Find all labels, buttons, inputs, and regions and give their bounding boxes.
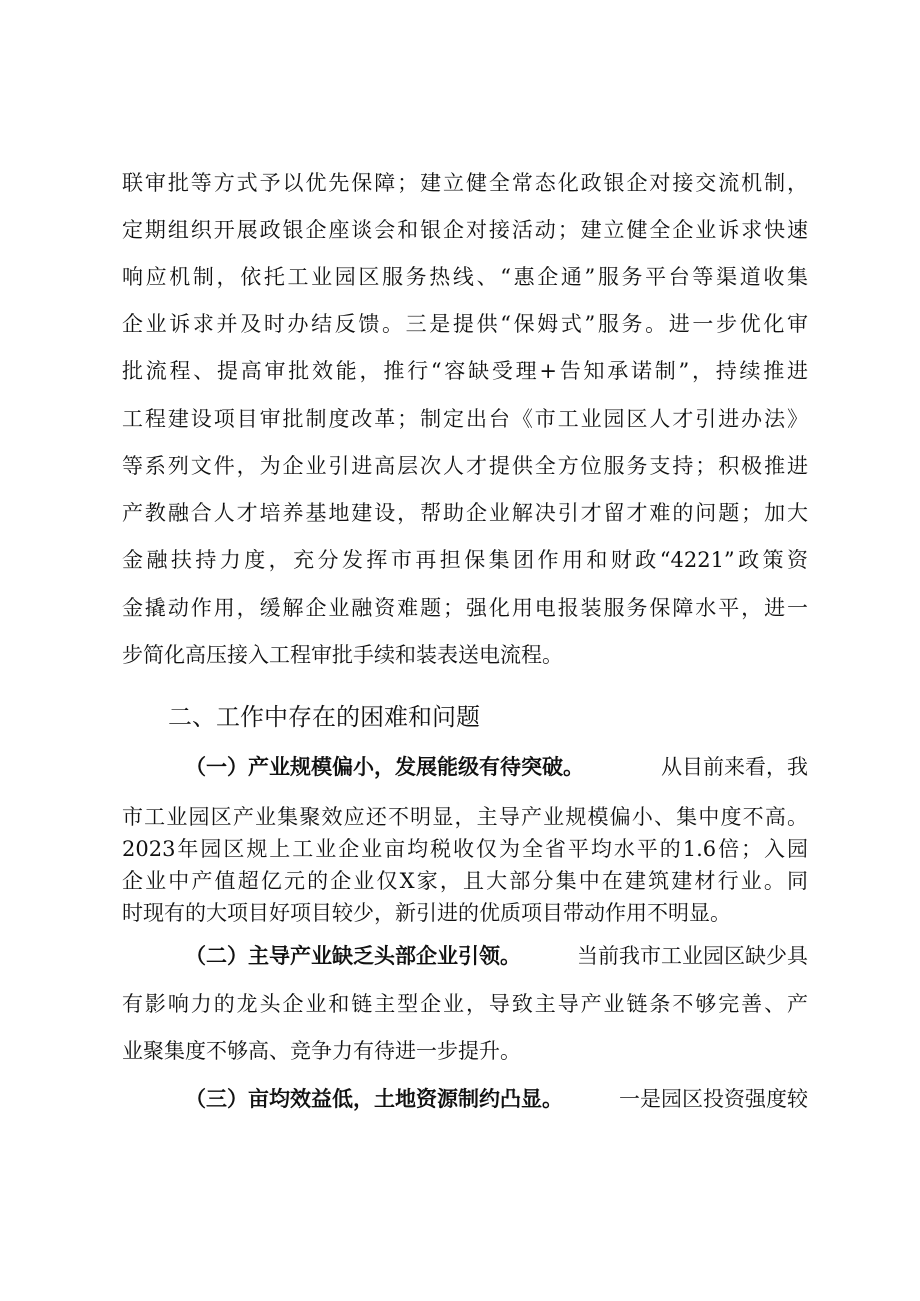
paragraph-line: 联审批等方式予以优先保障；建立健全常态化政银企对接交流机制，	[122, 171, 808, 195]
paragraph-line: 等系列文件，为企业引进高层次人才提供全方位服务支持；积极推进	[122, 454, 808, 478]
item3-first-line-rest: 一是园区投资强度较	[619, 1087, 808, 1111]
paragraph-line: 产教融合人才培养基地建设，帮助企业解决引才留才难的问题；加大	[122, 501, 808, 525]
item2-first-line-rest: 当前我市工业园区缺少具	[577, 944, 808, 968]
section-heading: 二、工作中存在的困难和问题	[168, 703, 480, 731]
item3-first-line	[185, 1084, 808, 1114]
item2-line: 业聚集度不够高、竞争力有待进一步提升。	[122, 1039, 521, 1063]
item2-title: （二）主导产业缺乏头部企业引领。	[185, 944, 521, 968]
item2-first-line	[185, 941, 808, 971]
paragraph-line: 金撬动作用，缓解企业融资难题；强化用电报装服务保障水平，进一	[122, 596, 808, 620]
paragraph-line: 步简化高压接入工程审批手续和装表送电流程。	[122, 643, 563, 667]
item3-title: （三）亩均效益低，土地资源制约凸显。	[185, 1087, 563, 1111]
paragraph-line: 响应机制，依托工业园区服务热线、“惠企通”服务平台等渠道收集	[122, 265, 808, 289]
item1-first-line-rest: 从目前来看，我	[661, 755, 808, 779]
item1-title: （一）产业规模偏小，发展能级有待突破。	[185, 755, 584, 779]
item2-line: 有影响力的龙头企业和链主型企业，导致主导产业链条不够完善、产	[122, 992, 808, 1016]
item1-line: 2023年园区规上工业企业亩均税收仅为全省平均水平的1.6倍；入园	[122, 837, 808, 861]
item1-line: 时现有的大项目好项目较少，新引进的优质项目带动作用不明显。	[122, 901, 731, 925]
paragraph-line: 工程建设项目审批制度改革；制定出台《市工业园区人才引进办法》	[122, 407, 808, 431]
paragraph-line: 批流程、提高审批效能，推行“容缺受理+告知承诺制”，持续推进	[122, 359, 808, 383]
item1-line: 企业中产值超亿元的企业仅X家，且大部分集中在建筑建材行业。同	[122, 869, 808, 893]
paragraph-line: 定期组织开展政银企座谈会和银企对接活动；建立健全企业诉求快速	[122, 218, 808, 242]
item1-first-line	[185, 752, 808, 782]
paragraph-line: 金融扶持力度，充分发挥市再担保集团作用和财政“4221”政策资	[122, 548, 808, 572]
item1-line: 市工业园区产业集聚效应还不明显，主导产业规模偏小、集中度不高。	[122, 805, 808, 829]
paragraph-line: 企业诉求并及时办结反馈。三是提供“保姆式”服务。进一步优化审	[122, 312, 808, 336]
